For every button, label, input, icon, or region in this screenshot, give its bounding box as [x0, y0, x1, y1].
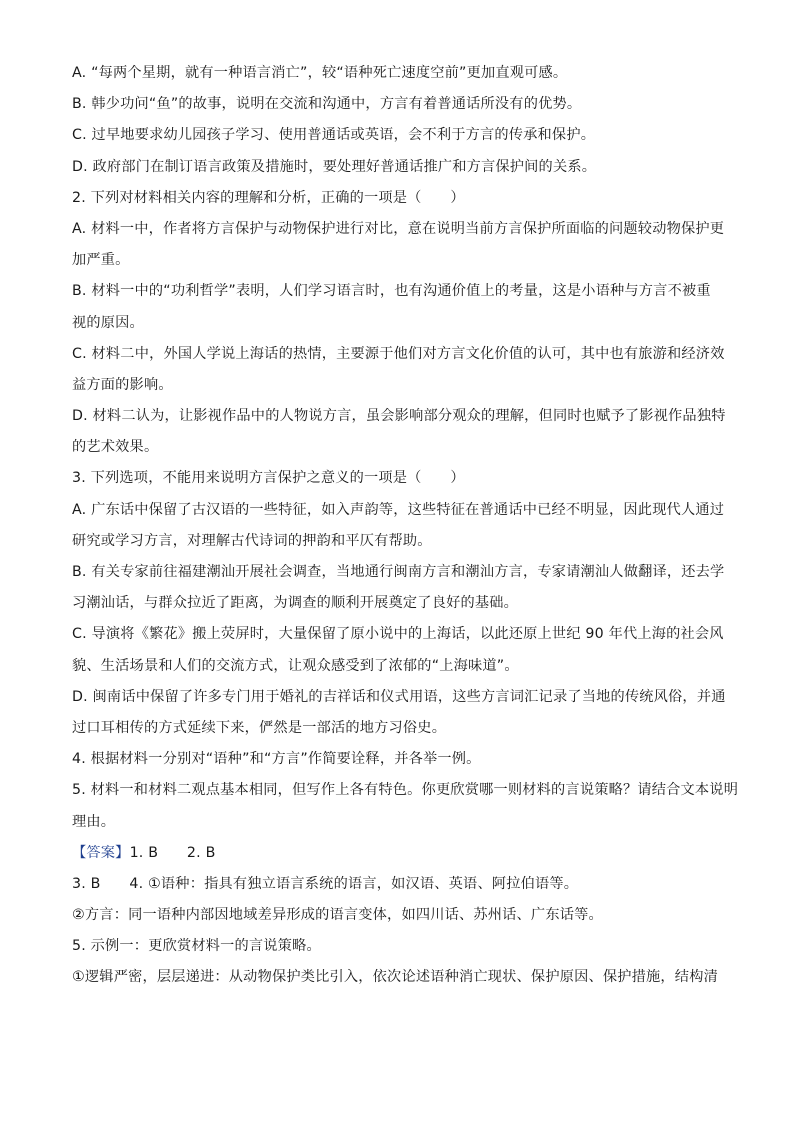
- answer-line-4: 5. 示例一：更欣赏材料一的言说策略。: [72, 938, 321, 955]
- answer-line-5: ①逻辑严密，层层递进：从动物保护类比引入，依次论述语种消亡现状、保护原因、保护措施，结构清: [72, 969, 718, 986]
- q2-option-d-line-1: D. 材料二认为，让影视作品中的人物说方言，虽会影响部分观众的理解，但同时也赋予了影视作品独特: [72, 408, 726, 425]
- q3-option-b-line-2: 习潮汕话，与群众拉近了距离，为调查的顺利开展奠定了良好的基础。: [72, 595, 519, 612]
- q3-option-c-line-1: C. 导演将《繁花》搬上荧屏时，大量保留了原小说中的上海话，以此还原上世纪 90 年代上海的社会风: [72, 626, 724, 643]
- answer-text: 1. B 2. B: [129, 844, 216, 861]
- document-page: [72, 58, 739, 994]
- q3-option-d-line-2: 过口耳相传的方式延续下来，俨然是一部活的地方习俗史。: [72, 719, 447, 736]
- q3-option-d-line-1: D. 闽南话中保留了许多专门用于婚礼的吉祥话和仪式用语，这些方言词汇记录了当地的传统风俗，并通: [72, 688, 726, 705]
- q3-option-b-line-1: B. 有关专家前往福建潮汕开展社会调查，当地通行闽南方言和潮汕方言，专家请潮汕人做翻译，还去学: [72, 564, 725, 580]
- option-b-line: B. 韩少功问“鱼”的故事，说明在交流和沟通中，方言有着普通话所没有的优势。: [72, 96, 582, 113]
- q2-option-c-line-1: C. 材料二中，外国人学说上海话的热情，主要源于他们对方言文化价值的认可，其中也有旅游和经济效: [72, 345, 725, 362]
- question-5-stem-line-1: 5. 材料一和材料二观点基本相同，但写作上各有特色。你更欣赏哪一则材料的言说策略？请结合文本说明: [72, 782, 739, 799]
- q2-option-d-line-2: 的艺术效果。: [72, 439, 159, 456]
- q2-option-b-line-1: B. 材料一中的“功利哲学”表明，人们学习语言时，也有沟通价值上的考量，这是小语种与方言不被重: [72, 283, 711, 300]
- question-5-stem-line-2: 理由。: [72, 813, 116, 830]
- answer-line-2: 3. B 4. ①语种：指具有独立语言系统的语言，如汉语、英语、阿拉伯语等。: [72, 875, 579, 892]
- option-a-line: A. “每两个星期，就有一种语言消亡”，较“语种死亡速度空前”更加直观可感。: [72, 65, 568, 81]
- question-3-stem: 3. 下列选项，不能用来说明方言保护之意义的一项是（ ）: [72, 470, 465, 487]
- question-4-stem: 4. 根据材料一分别对“语种”和“方言”作简要诠释，并各举一例。: [72, 751, 481, 768]
- q2-option-b-line-2: 视的原因。: [72, 314, 144, 331]
- q3-option-c-line-2: 貌、生活场景和人们的交流方式，让观众感受到了浓郁的“上海味道”。: [72, 657, 519, 674]
- q2-option-a-line-2: 加严重。: [72, 252, 130, 269]
- q2-option-a-line-1: A. 材料一中，作者将方言保护与动物保护进行对比，意在说明当前方言保护所面临的问题较动物保护更: [72, 220, 725, 237]
- answer-line-3: ②方言：同一语种内部因地域差异形成的语言变体，如四川话、苏州话、广东话等。: [72, 907, 603, 924]
- q3-option-a-line-2: 研究或学习方言，对理解古代诗词的押韵和平仄有帮助。: [72, 532, 432, 549]
- option-d-line: D. 政府部门在制订语言政策及措施时，要处理好普通话推广和方言保护间的关系。: [72, 158, 597, 175]
- answer-tag: 【答案】: [72, 844, 130, 861]
- q2-option-c-line-2: 益方面的影响。: [72, 376, 173, 393]
- option-c-line: C. 过早地要求幼儿园孩子学习、使用普通话或英语，会不利于方言的传承和保护。: [72, 127, 596, 144]
- q3-option-a-line-1: A. 广东话中保留了古汉语的一些特征，如入声韵等，这些特征在普通话中已经不明显，因此现代人通过: [72, 501, 725, 518]
- question-2-stem: 2. 下列对材料相关内容的理解和分析，正确的一项是（ ）: [72, 189, 465, 206]
- answer-line: [72, 838, 724, 869]
